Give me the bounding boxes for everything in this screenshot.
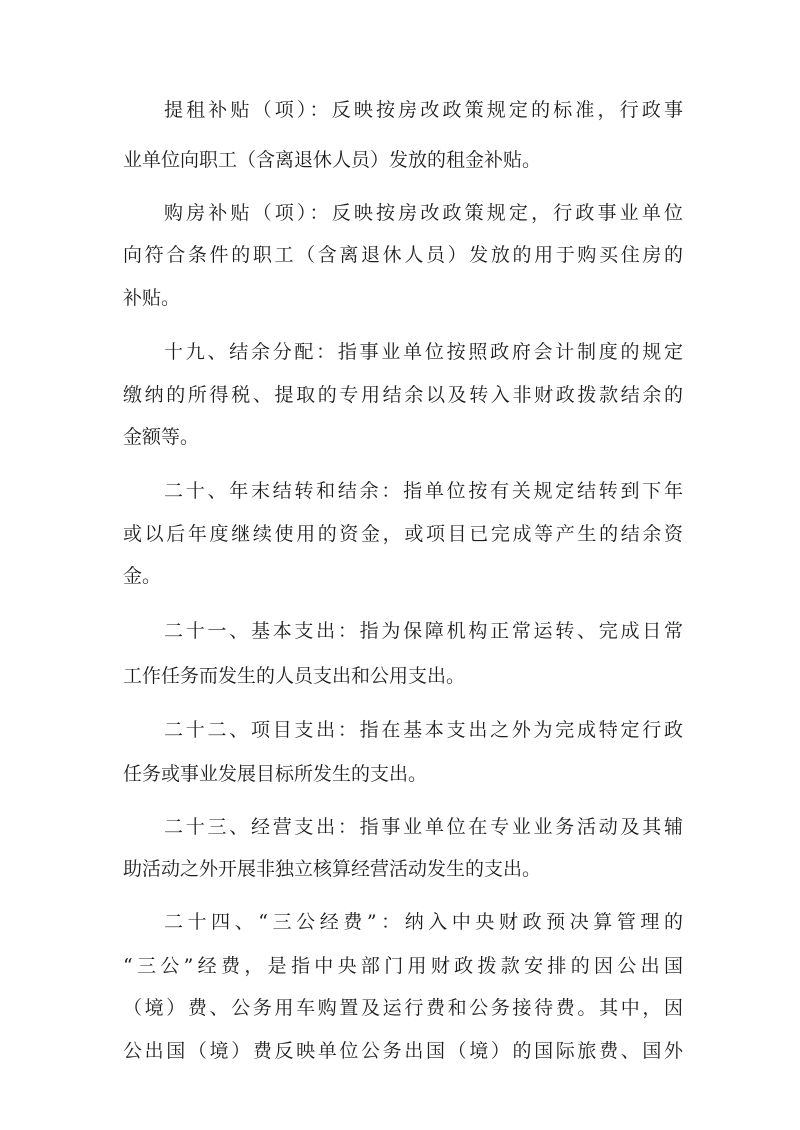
paragraph-line: 二十一、基本支出：指为保障机构正常运转、完成日常 [164,620,683,642]
paragraph-line: 任务或事业发展目标所发生的支出。 [123,763,428,785]
paragraph-line: 缴纳的所得税、提取的专用结余以及转入非财政拨款结余的 [123,384,683,406]
paragraph-line: 二十二、项目支出：指在基本支出之外为完成特定行政 [164,719,683,741]
paragraph-line: 提租补贴（项）：反映按房改政策规定的标准，行政事 [164,99,683,121]
paragraph-line: “三公”经费，是指中央部门用财政拨款安排的因公出国 [123,955,683,977]
paragraph-line: （境）费、公务用车购置及运行费和公务接待费。其中，因 [123,997,683,1019]
paragraph-line: 金额等。 [123,426,200,448]
paragraph-line: 二十、年末结转和结余：指单位按有关规定结转到下年 [164,480,683,502]
paragraph-line: 业单位向职工（含离退休人员）发放的租金补贴。 [123,149,542,171]
paragraph-line: 二十四、“三公经费”：纳入中央财政预决算管理的 [164,911,683,933]
paragraph-line: 公出国（境）费反映单位公务出国（境）的国际旅费、国外 [123,1040,683,1062]
paragraph-line: 助活动之外开展非独立核算经营活动发生的支出。 [123,858,542,880]
paragraph-line: 购房补贴（项）：反映按房改政策规定，行政事业单位 [164,202,683,224]
paragraph-line: 向符合条件的职工（含离退休人员）发放的用于购买住房的 [123,244,683,266]
paragraph-line: 十九、结余分配：指事业单位按照政府会计制度的规定 [164,341,683,363]
paragraph-line: 二十三、经营支出：指事业单位在专业业务活动及其辅 [164,816,683,838]
paragraph-line: 金。 [123,565,162,587]
paragraph-line: 补贴。 [123,287,181,309]
paragraph-line: 工作任务而发生的人员支出和公用支出。 [123,665,466,687]
paragraph-line: 或以后年度继续使用的资金，或项目已完成等产生的结余资 [123,523,683,545]
